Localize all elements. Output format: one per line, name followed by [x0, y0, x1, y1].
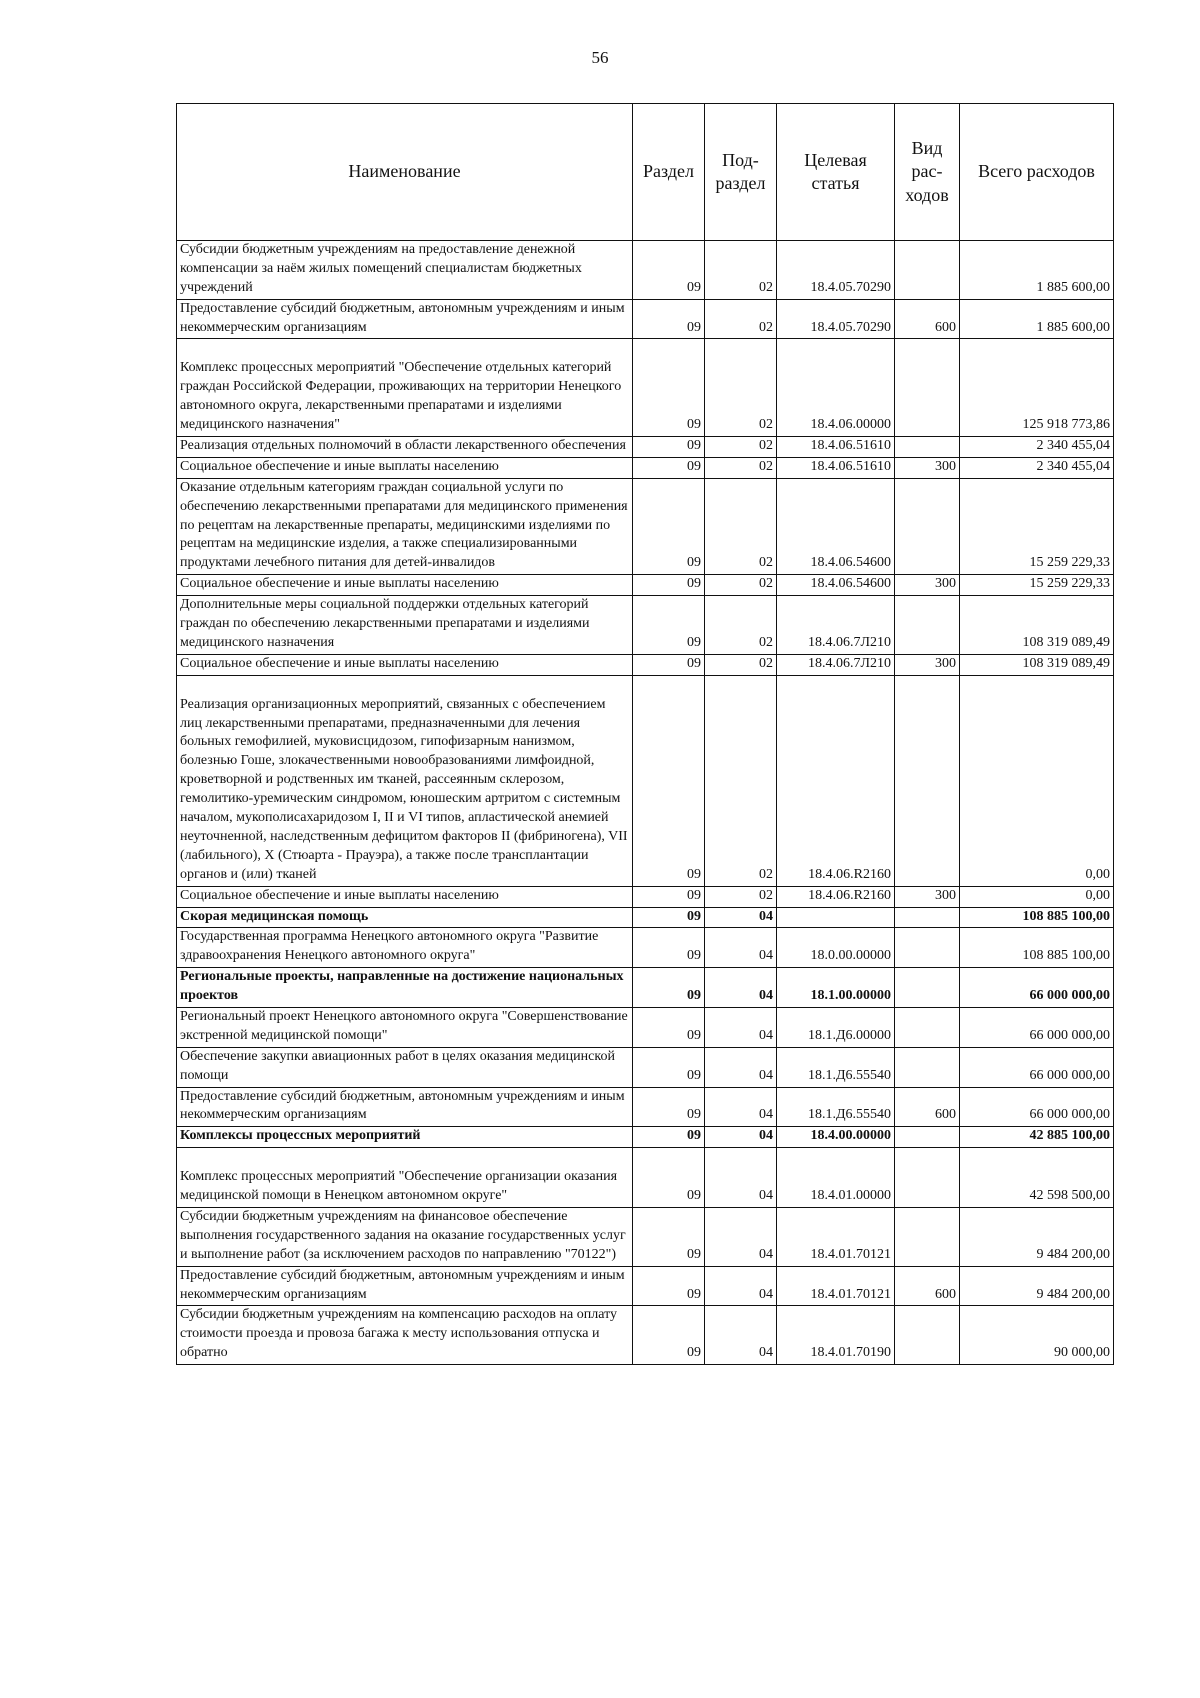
cell-vid-rashodov — [895, 1207, 960, 1266]
cell-podrazdel: 04 — [705, 1207, 777, 1266]
header-vid-rashodov: Вид рас- ходов — [895, 104, 960, 241]
cell-vid-rashodov — [895, 1047, 960, 1087]
cell-podrazdel: 02 — [705, 457, 777, 478]
cell-total: 108 319 089,49 — [960, 654, 1114, 675]
cell-podrazdel: 04 — [705, 1047, 777, 1087]
cell-total: 66 000 000,00 — [960, 1007, 1114, 1047]
cell-podrazdel: 02 — [705, 437, 777, 458]
cell-celevaya-statya: 18.0.00.00000 — [777, 928, 895, 968]
cell-celevaya-statya: 18.4.06.7Л210 — [777, 596, 895, 655]
cell-razdel: 09 — [633, 478, 705, 574]
cell-podrazdel: 02 — [705, 654, 777, 675]
cell-celevaya-statya: 18.4.06.00000 — [777, 339, 895, 437]
table-row — [177, 1087, 1114, 1127]
cell-vid-rashodov — [895, 1007, 960, 1047]
cell-podrazdel: 04 — [705, 1306, 777, 1365]
cell-celevaya-statya: 18.4.06.54600 — [777, 575, 895, 596]
table-row — [177, 1207, 1114, 1266]
table-row — [177, 478, 1114, 574]
header-celevaya-statya: Целевая статья — [777, 104, 895, 241]
table-row — [177, 1047, 1114, 1087]
cell-vid-rashodov — [895, 675, 960, 886]
cell-total: 9 484 200,00 — [960, 1266, 1114, 1306]
cell-vid-rashodov: 600 — [895, 1087, 960, 1127]
cell-name: Скорая медицинская помощь — [177, 907, 633, 928]
table-body — [177, 241, 1114, 1365]
table-row — [177, 1148, 1114, 1208]
cell-celevaya-statya: 18.4.06.51610 — [777, 457, 895, 478]
cell-celevaya-statya: 18.4.01.70121 — [777, 1266, 895, 1306]
cell-name: Субсидии бюджетным учреждениям на финансовое обеспечение выполнения государственного задания на оказание государственных услуг и выполнение работ (за исключением расходов по направлению "70122") — [177, 1207, 633, 1266]
cell-celevaya-statya: 18.4.06.54600 — [777, 478, 895, 574]
cell-name: Комплексы процессных мероприятий — [177, 1127, 633, 1148]
cell-total: 108 319 089,49 — [960, 596, 1114, 655]
cell-vid-rashodov — [895, 928, 960, 968]
cell-name: Предоставление субсидий бюджетным, автономным учреждениям и иным некоммерческим организациям — [177, 1266, 633, 1306]
table-row — [177, 339, 1114, 437]
cell-total: 66 000 000,00 — [960, 1087, 1114, 1127]
cell-vid-rashodov: 300 — [895, 886, 960, 907]
table-row — [177, 968, 1114, 1008]
cell-podrazdel: 02 — [705, 241, 777, 300]
header-total: Всего расходов — [960, 104, 1114, 241]
cell-celevaya-statya: 18.4.00.00000 — [777, 1127, 895, 1148]
cell-celevaya-statya: 18.1.Д6.55540 — [777, 1087, 895, 1127]
table-header — [177, 104, 1114, 241]
cell-vid-rashodov — [895, 478, 960, 574]
cell-name: Социальное обеспечение и иные выплаты населению — [177, 886, 633, 907]
cell-razdel: 09 — [633, 241, 705, 300]
cell-razdel: 09 — [633, 596, 705, 655]
cell-total: 0,00 — [960, 675, 1114, 886]
cell-razdel: 09 — [633, 1148, 705, 1208]
header-podrazdel: Под- раздел — [705, 104, 777, 241]
cell-name: Реализация отдельных полномочий в области лекарственного обеспечения — [177, 437, 633, 458]
cell-razdel: 09 — [633, 299, 705, 339]
cell-podrazdel: 02 — [705, 339, 777, 437]
table-row — [177, 241, 1114, 300]
cell-razdel: 09 — [633, 968, 705, 1008]
cell-total: 2 340 455,04 — [960, 457, 1114, 478]
cell-total: 1 885 600,00 — [960, 299, 1114, 339]
cell-total: 15 259 229,33 — [960, 478, 1114, 574]
cell-total: 66 000 000,00 — [960, 968, 1114, 1008]
cell-name: Предоставление субсидий бюджетным, автономным учреждениям и иным некоммерческим организациям — [177, 299, 633, 339]
cell-vid-rashodov: 600 — [895, 1266, 960, 1306]
cell-podrazdel: 04 — [705, 1127, 777, 1148]
cell-razdel: 09 — [633, 675, 705, 886]
table-row — [177, 675, 1114, 886]
cell-total: 42 885 100,00 — [960, 1127, 1114, 1148]
cell-podrazdel: 02 — [705, 596, 777, 655]
cell-name: Социальное обеспечение и иные выплаты населению — [177, 575, 633, 596]
cell-name: Предоставление субсидий бюджетным, автономным учреждениям и иным некоммерческим организациям — [177, 1087, 633, 1127]
cell-total: 0,00 — [960, 886, 1114, 907]
cell-razdel: 09 — [633, 457, 705, 478]
cell-celevaya-statya: 18.4.06.R2160 — [777, 675, 895, 886]
table-row — [177, 457, 1114, 478]
table-row — [177, 886, 1114, 907]
cell-podrazdel: 04 — [705, 968, 777, 1008]
cell-celevaya-statya: 18.4.05.70290 — [777, 299, 895, 339]
cell-razdel: 09 — [633, 654, 705, 675]
cell-name: Оказание отдельным категориям граждан социальной услуги по обеспечению лекарственными препаратами для медицинского применения по рецептам на лекарственные препараты, медицинскими изделиями по рецептам на медицинские изделия, а также специализированными продуктами лечебного питания для детей-инвалидов — [177, 478, 633, 574]
cell-celevaya-statya: 18.4.01.00000 — [777, 1148, 895, 1208]
cell-vid-rashodov: 600 — [895, 299, 960, 339]
cell-vid-rashodov — [895, 339, 960, 437]
table-row — [177, 928, 1114, 968]
table-row — [177, 1127, 1114, 1148]
cell-celevaya-statya: 18.4.06.7Л210 — [777, 654, 895, 675]
cell-celevaya-statya: 18.1.Д6.00000 — [777, 1007, 895, 1047]
cell-name: Реализация организационных мероприятий, связанных с обеспечением лиц лекарственными препаратами, предназначенными для лечения больных гемофилией, муковисцидозом, гипофизарным нанизмом, болезнью Гоше, злокачественными новообразованиями лимфоидной, кроветворной и родственных им тканей, рассеянным склерозом, гемолитико-уремическим синдромом, юношеским артритом с системным началом, мукополисахаридозом I, II и VI типов, апластической анемией неуточненной, наследственным дефицитом факторов II (фибриногена), VII (лабильного), X (Стюарта - Прауэра), а также после трансплантации органов и (или) тканей — [177, 675, 633, 886]
cell-name: Региональный проект Ненецкого автономного округа "Совершенствование экстренной медицинской помощи" — [177, 1007, 633, 1047]
table-row — [177, 299, 1114, 339]
cell-vid-rashodov — [895, 1306, 960, 1365]
cell-name: Субсидии бюджетным учреждениям на компенсацию расходов на оплату стоимости проезда и провоза багажа к месту использования отпуска и обратно — [177, 1306, 633, 1365]
cell-podrazdel: 04 — [705, 1007, 777, 1047]
cell-total: 66 000 000,00 — [960, 1047, 1114, 1087]
cell-name: Субсидии бюджетным учреждениям на предоставление денежной компенсации за наём жилых помещений специалистам бюджетных учреждений — [177, 241, 633, 300]
cell-name: Социальное обеспечение и иные выплаты населению — [177, 654, 633, 675]
cell-razdel: 09 — [633, 575, 705, 596]
cell-celevaya-statya: 18.4.01.70190 — [777, 1306, 895, 1365]
cell-podrazdel: 02 — [705, 299, 777, 339]
budget-table — [176, 103, 1114, 1365]
table-row — [177, 654, 1114, 675]
table-row — [177, 1306, 1114, 1365]
cell-vid-rashodov — [895, 1127, 960, 1148]
table-row — [177, 596, 1114, 655]
page-number: 56 — [591, 48, 609, 67]
cell-name: Дополнительные меры социальной поддержки отдельных категорий граждан по обеспечению лекарственными препаратами и изделиями медицинского назначения — [177, 596, 633, 655]
cell-name: Государственная программа Ненецкого автономного округа "Развитие здравоохранения Ненецкого автономного округа" — [177, 928, 633, 968]
cell-razdel: 09 — [633, 437, 705, 458]
cell-razdel: 09 — [633, 1127, 705, 1148]
cell-razdel: 09 — [633, 928, 705, 968]
cell-total: 108 885 100,00 — [960, 928, 1114, 968]
header-razdel: Раздел — [633, 104, 705, 241]
cell-podrazdel: 02 — [705, 675, 777, 886]
cell-name: Региональные проекты, направленные на достижение национальных проектов — [177, 968, 633, 1008]
cell-vid-rashodov: 300 — [895, 457, 960, 478]
cell-name: Комплекс процессных мероприятий "Обеспечение организации оказания медицинской помощи в Ненецком автономном округе" — [177, 1148, 633, 1208]
header-name: Наименование — [177, 104, 633, 241]
table-row — [177, 1007, 1114, 1047]
cell-podrazdel: 04 — [705, 928, 777, 968]
cell-razdel: 09 — [633, 886, 705, 907]
table-row — [177, 1266, 1114, 1306]
cell-vid-rashodov — [895, 437, 960, 458]
cell-celevaya-statya: 18.1.Д6.55540 — [777, 1047, 895, 1087]
cell-vid-rashodov: 300 — [895, 575, 960, 596]
cell-total: 1 885 600,00 — [960, 241, 1114, 300]
cell-celevaya-statya — [777, 907, 895, 928]
cell-razdel: 09 — [633, 1306, 705, 1365]
cell-razdel: 09 — [633, 1007, 705, 1047]
cell-total: 108 885 100,00 — [960, 907, 1114, 928]
cell-celevaya-statya: 18.4.06.R2160 — [777, 886, 895, 907]
cell-total: 125 918 773,86 — [960, 339, 1114, 437]
cell-razdel: 09 — [633, 1087, 705, 1127]
cell-vid-rashodov — [895, 1148, 960, 1208]
cell-total: 15 259 229,33 — [960, 575, 1114, 596]
cell-podrazdel: 02 — [705, 575, 777, 596]
cell-total: 2 340 455,04 — [960, 437, 1114, 458]
table-row — [177, 437, 1114, 458]
cell-razdel: 09 — [633, 1207, 705, 1266]
cell-vid-rashodov — [895, 907, 960, 928]
cell-vid-rashodov — [895, 596, 960, 655]
cell-name: Комплекс процессных мероприятий "Обеспечение отдельных категорий граждан Российской Федерации, проживающих на территории Ненецкого автономного округа, лекарственными препаратами и изделиями медицинского назначения" — [177, 339, 633, 437]
table-row — [177, 575, 1114, 596]
cell-razdel: 09 — [633, 1047, 705, 1087]
table-row — [177, 907, 1114, 928]
cell-celevaya-statya: 18.4.01.70121 — [777, 1207, 895, 1266]
cell-podrazdel: 04 — [705, 907, 777, 928]
cell-razdel: 09 — [633, 1266, 705, 1306]
cell-total: 90 000,00 — [960, 1306, 1114, 1365]
cell-podrazdel: 02 — [705, 886, 777, 907]
cell-name: Обеспечение закупки авиационных работ в целях оказания медицинской помощи — [177, 1047, 633, 1087]
cell-razdel: 09 — [633, 339, 705, 437]
cell-podrazdel: 04 — [705, 1087, 777, 1127]
cell-podrazdel: 02 — [705, 478, 777, 574]
cell-vid-rashodov — [895, 968, 960, 1008]
cell-name: Социальное обеспечение и иные выплаты населению — [177, 457, 633, 478]
cell-celevaya-statya: 18.4.05.70290 — [777, 241, 895, 300]
cell-vid-rashodov — [895, 241, 960, 300]
cell-razdel: 09 — [633, 907, 705, 928]
cell-vid-rashodov: 300 — [895, 654, 960, 675]
cell-total: 42 598 500,00 — [960, 1148, 1114, 1208]
cell-celevaya-statya: 18.1.00.00000 — [777, 968, 895, 1008]
cell-podrazdel: 04 — [705, 1266, 777, 1306]
cell-podrazdel: 04 — [705, 1148, 777, 1208]
cell-celevaya-statya: 18.4.06.51610 — [777, 437, 895, 458]
cell-total: 9 484 200,00 — [960, 1207, 1114, 1266]
